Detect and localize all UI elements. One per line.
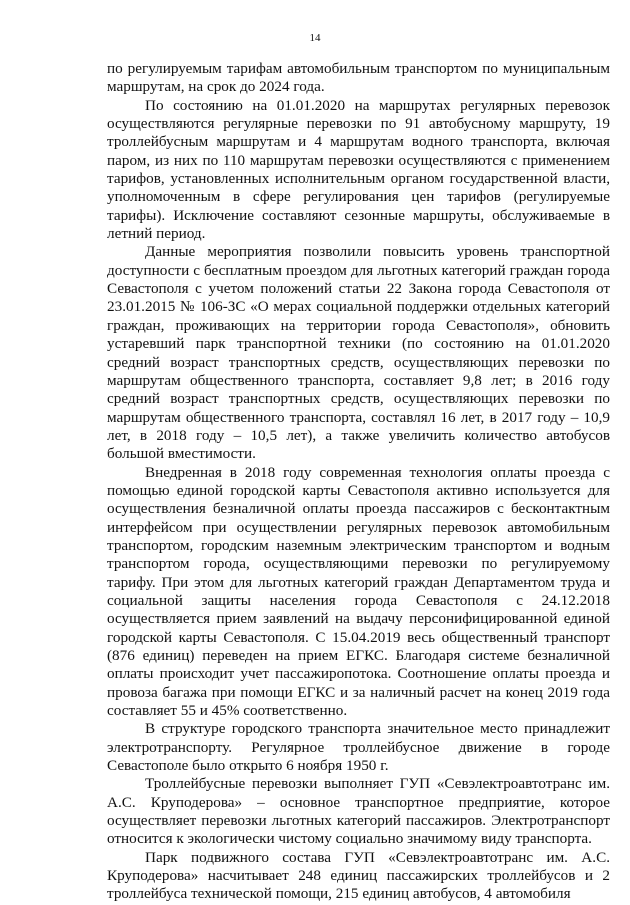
- paragraph: по регулируемым тарифам автомобильным транспортом по муниципальным маршрутам, на срок до 2024 года.: [107, 60, 610, 96]
- paragraph: Парк подвижного состава ГУП «Севэлектроавтотранс им. А.С. Круподерова» насчитывает 248 единиц пассажирских троллейбусов и 2 троллейбуса технической помощи, 215 единиц автобусов, 4 автомобиля: [107, 848, 610, 903]
- document-body: [107, 60, 610, 904]
- page-number: 14: [309, 32, 321, 44]
- paragraph: Внедренная в 2018 году современная технология оплаты проезда с помощью единой городской карты Севастополя активно используется для осуществления безналичной оплаты проезда пассажиров с бесконтактным интерфейсом при осуществлении регулярных перевозок автомобильным транспортом, городским наземным электрическим транспортом и водным транспортом города, осуществляющими перевозки по регулируемому тарифу. При этом для льготных категорий граждан Департаментом труда и социальной защиты населения города Севастополя с 24.12.2018 осуществляется прием заявлений на выдачу персонифицированной единой городской карты Севастополя. С 15.04.2019 весь общественный транспорт (876 единиц) переведен на прием ЕГКС. Благодаря системе безналичной оплаты происходит учет пассажиропотока. Соотношение оплаты проезда и провоза багажа при помощи ЕГКС и за наличный расчет на конец 2019 года составляет 55 и 45% соответственно.: [107, 463, 610, 720]
- paragraph: Данные мероприятия позволили повысить уровень транспортной доступности с бесплатным проездом для льготных категорий граждан города Севастополя с учетом положений статьи 22 Закона города Севастополя от 23.01.2015 № 106-ЗС «О мерах социальной поддержки отдельных категорий граждан, проживающих на территории города Севастополя», обновить устаревший парк транспортной техники (по состоянию на 01.01.2020 средний возраст транспортных средств, осуществляющих перевозки по маршрутам общественного транспорта, составляет 9,8 лет; в 2016 году средний возраст транспортных средств, осуществляющих перевозки по маршрутам общественного транспорта, составлял 16 лет, в 2017 году – 10,9 лет, в 2018 году – 10,5 лет), а также увеличить количество автобусов большой вместимости.: [107, 243, 610, 463]
- paragraph: Троллейбусные перевозки выполняет ГУП «Севэлектроавтотранс им. А.С. Круподерова» – основное транспортное предприятие, которое осуществляет перевозки льготных категорий пассажиров. Электротранспорт относится к экологически чистому социально значимому виду транспорта.: [107, 775, 610, 848]
- paragraph: По состоянию на 01.01.2020 на маршрутах регулярных перевозок осуществляются регулярные перевозки по 91 автобусному маршруту, 19 троллейбусным маршрутам и 4 маршрутам водного транспорта, включая паром, из них по 110 маршрутам перевозки осуществляются с применением тарифов, установленных исполнительным органом государственной власти, уполномоченным в сфере регулирования цен тарифов (регулируемые тарифы). Исключение составляют сезонные маршруты, обслуживаемые в летний период.: [107, 96, 610, 243]
- paragraph: В структуре городского транспорта значительное место принадлежит электротранспорту. Регулярное троллейбусное движение в городе Севастополе было открыто 6 ноября 1950 г.: [107, 720, 610, 775]
